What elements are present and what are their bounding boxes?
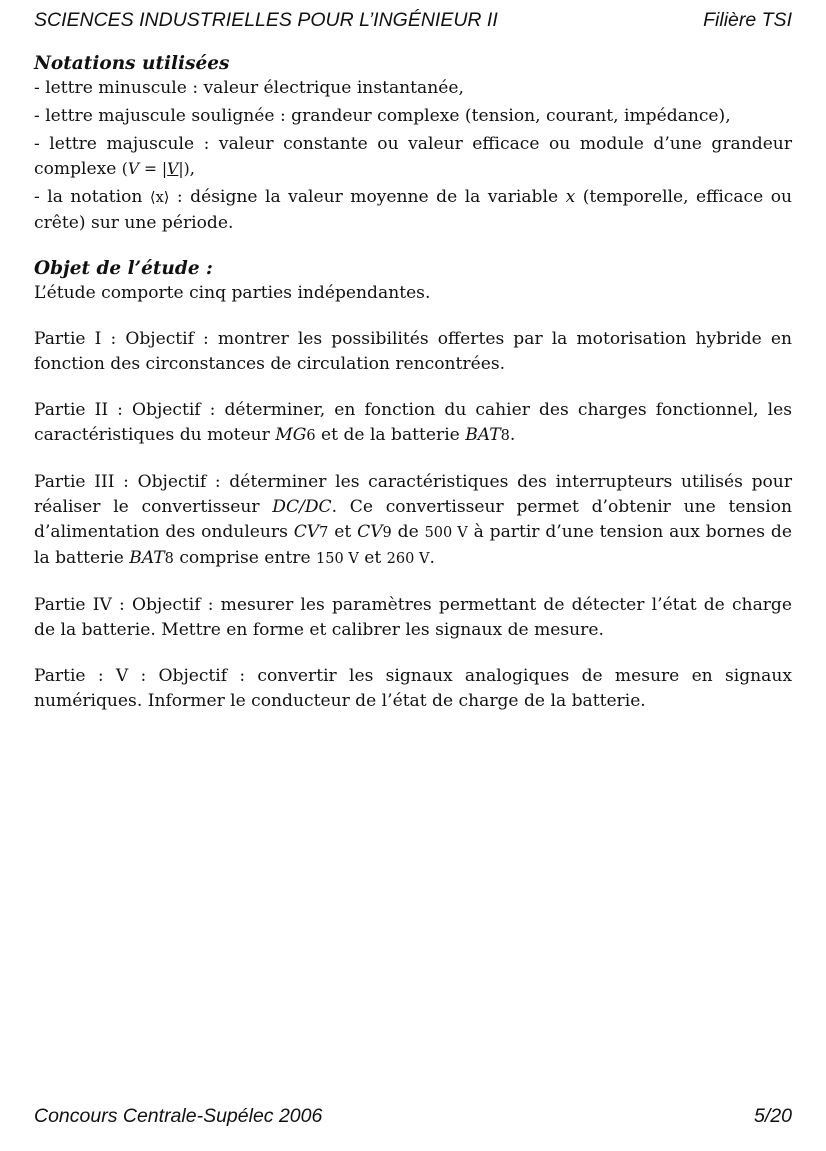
partie-3-text-h: . [429, 548, 435, 568]
partie-2-text-c: . [509, 425, 516, 445]
battery-bat8-index: 8 [164, 551, 174, 567]
notation-average-end: (temporelle, efficace ou crête) sur une période. [34, 187, 793, 233]
voltage-260v: 260 V [386, 551, 430, 567]
motor-mg-symbol: MG [275, 425, 307, 445]
page-footer [34, 1105, 792, 1133]
objet-intro: L’étude comporte cinq parties indépendantes. [34, 283, 431, 303]
battery-bat8-symbol: BAT [129, 548, 165, 568]
notation-item-uppercase-text: - lettre majuscule : valeur constante ou valeur efficace ou module d’une grandeur complexe [34, 134, 792, 179]
battery-bat-index: 8 [500, 428, 510, 444]
partie-3-text-d: de [397, 522, 419, 542]
motor-mg-index: 6 [306, 428, 316, 444]
page-header [34, 9, 792, 37]
partie-2-text-b: et de la batterie [321, 425, 460, 445]
footer-page-number: 5/20 [754, 1105, 792, 1127]
notation-item-underlined: - lettre majuscule soulignée : grandeur complexe (tension, courant, impédance), [34, 106, 731, 126]
partie-3 [34, 470, 792, 572]
page-body [34, 51, 792, 714]
partie-3-text-a: Partie III : Objectif : déterminer les caractéristiques des interrupteurs utilisés pour réaliser le convertisseur [34, 472, 792, 517]
inverter-cv7-symbol: CV [293, 522, 320, 542]
notation-average-variable: x [565, 187, 576, 207]
notation-average-start: - la notation [34, 187, 143, 207]
notation-formula: (V = |V|) [121, 160, 190, 178]
partie-3-text-b: . Ce convertisseur permet d’obtenir une tension d’alimentation des onduleurs [34, 497, 793, 542]
partie-3-text-f: comprise entre [179, 548, 311, 568]
notation-item-uppercase-end: , [189, 159, 196, 179]
converter-dcdc-symbol: DC/DC [272, 497, 332, 517]
inverter-cv9-index: 9 [382, 525, 392, 541]
notation-item-lowercase: - lettre minuscule : valeur électrique instantanée, [34, 78, 464, 98]
voltage-150v: 150 V [316, 551, 359, 567]
voltage-500v: 500 V [424, 525, 468, 541]
partie-5: Partie : V : Objectif : convertir les signaux analogiques de mesure en signaux numériques. Informer le conducteur de l’état de charge de la batterie. [34, 666, 792, 711]
partie-3-text-e: à partir d’une tension aux bornes de la batterie [34, 522, 792, 568]
notation-average-symbol: ⟨x⟩ [149, 190, 170, 206]
footer-contest: Concours Centrale-Supélec 2006 [34, 1105, 323, 1127]
partie-3-text-g: et [364, 548, 382, 568]
notations-heading: Notations utilisées [34, 53, 230, 74]
partie-1: Partie I : Objectif : montrer les possibilités offertes par la motorisation hybride en fonction des circonstances de circulation rencontrées. [34, 329, 792, 374]
header-track: Filière TSI [703, 9, 792, 31]
inverter-cv9-symbol: CV [357, 522, 383, 542]
partie-2 [34, 398, 792, 449]
notation-average-mid: : désigne la valeur moyenne de la variable [176, 187, 559, 207]
partie-3-text-c: et [334, 522, 352, 542]
notation-item-uppercase [34, 132, 792, 182]
battery-bat-symbol: BAT [465, 425, 501, 445]
partie-2-text-a: Partie II : Objectif : déterminer, en fonction du cahier des charges fonctionnel, les caractéristiques du moteur [34, 400, 792, 445]
objet-heading: Objet de l’étude : [34, 258, 213, 279]
notation-item-average [34, 185, 792, 236]
partie-4: Partie IV : Objectif : mesurer les paramètres permettant de détecter l’état de charge de la batterie. Mettre en forme et calibrer les signaux de mesure. [34, 595, 792, 640]
header-course-title: SCIENCES INDUSTRIELLES POUR L’INGÉNIEUR II [34, 9, 498, 31]
inverter-cv7-index: 7 [319, 525, 329, 541]
